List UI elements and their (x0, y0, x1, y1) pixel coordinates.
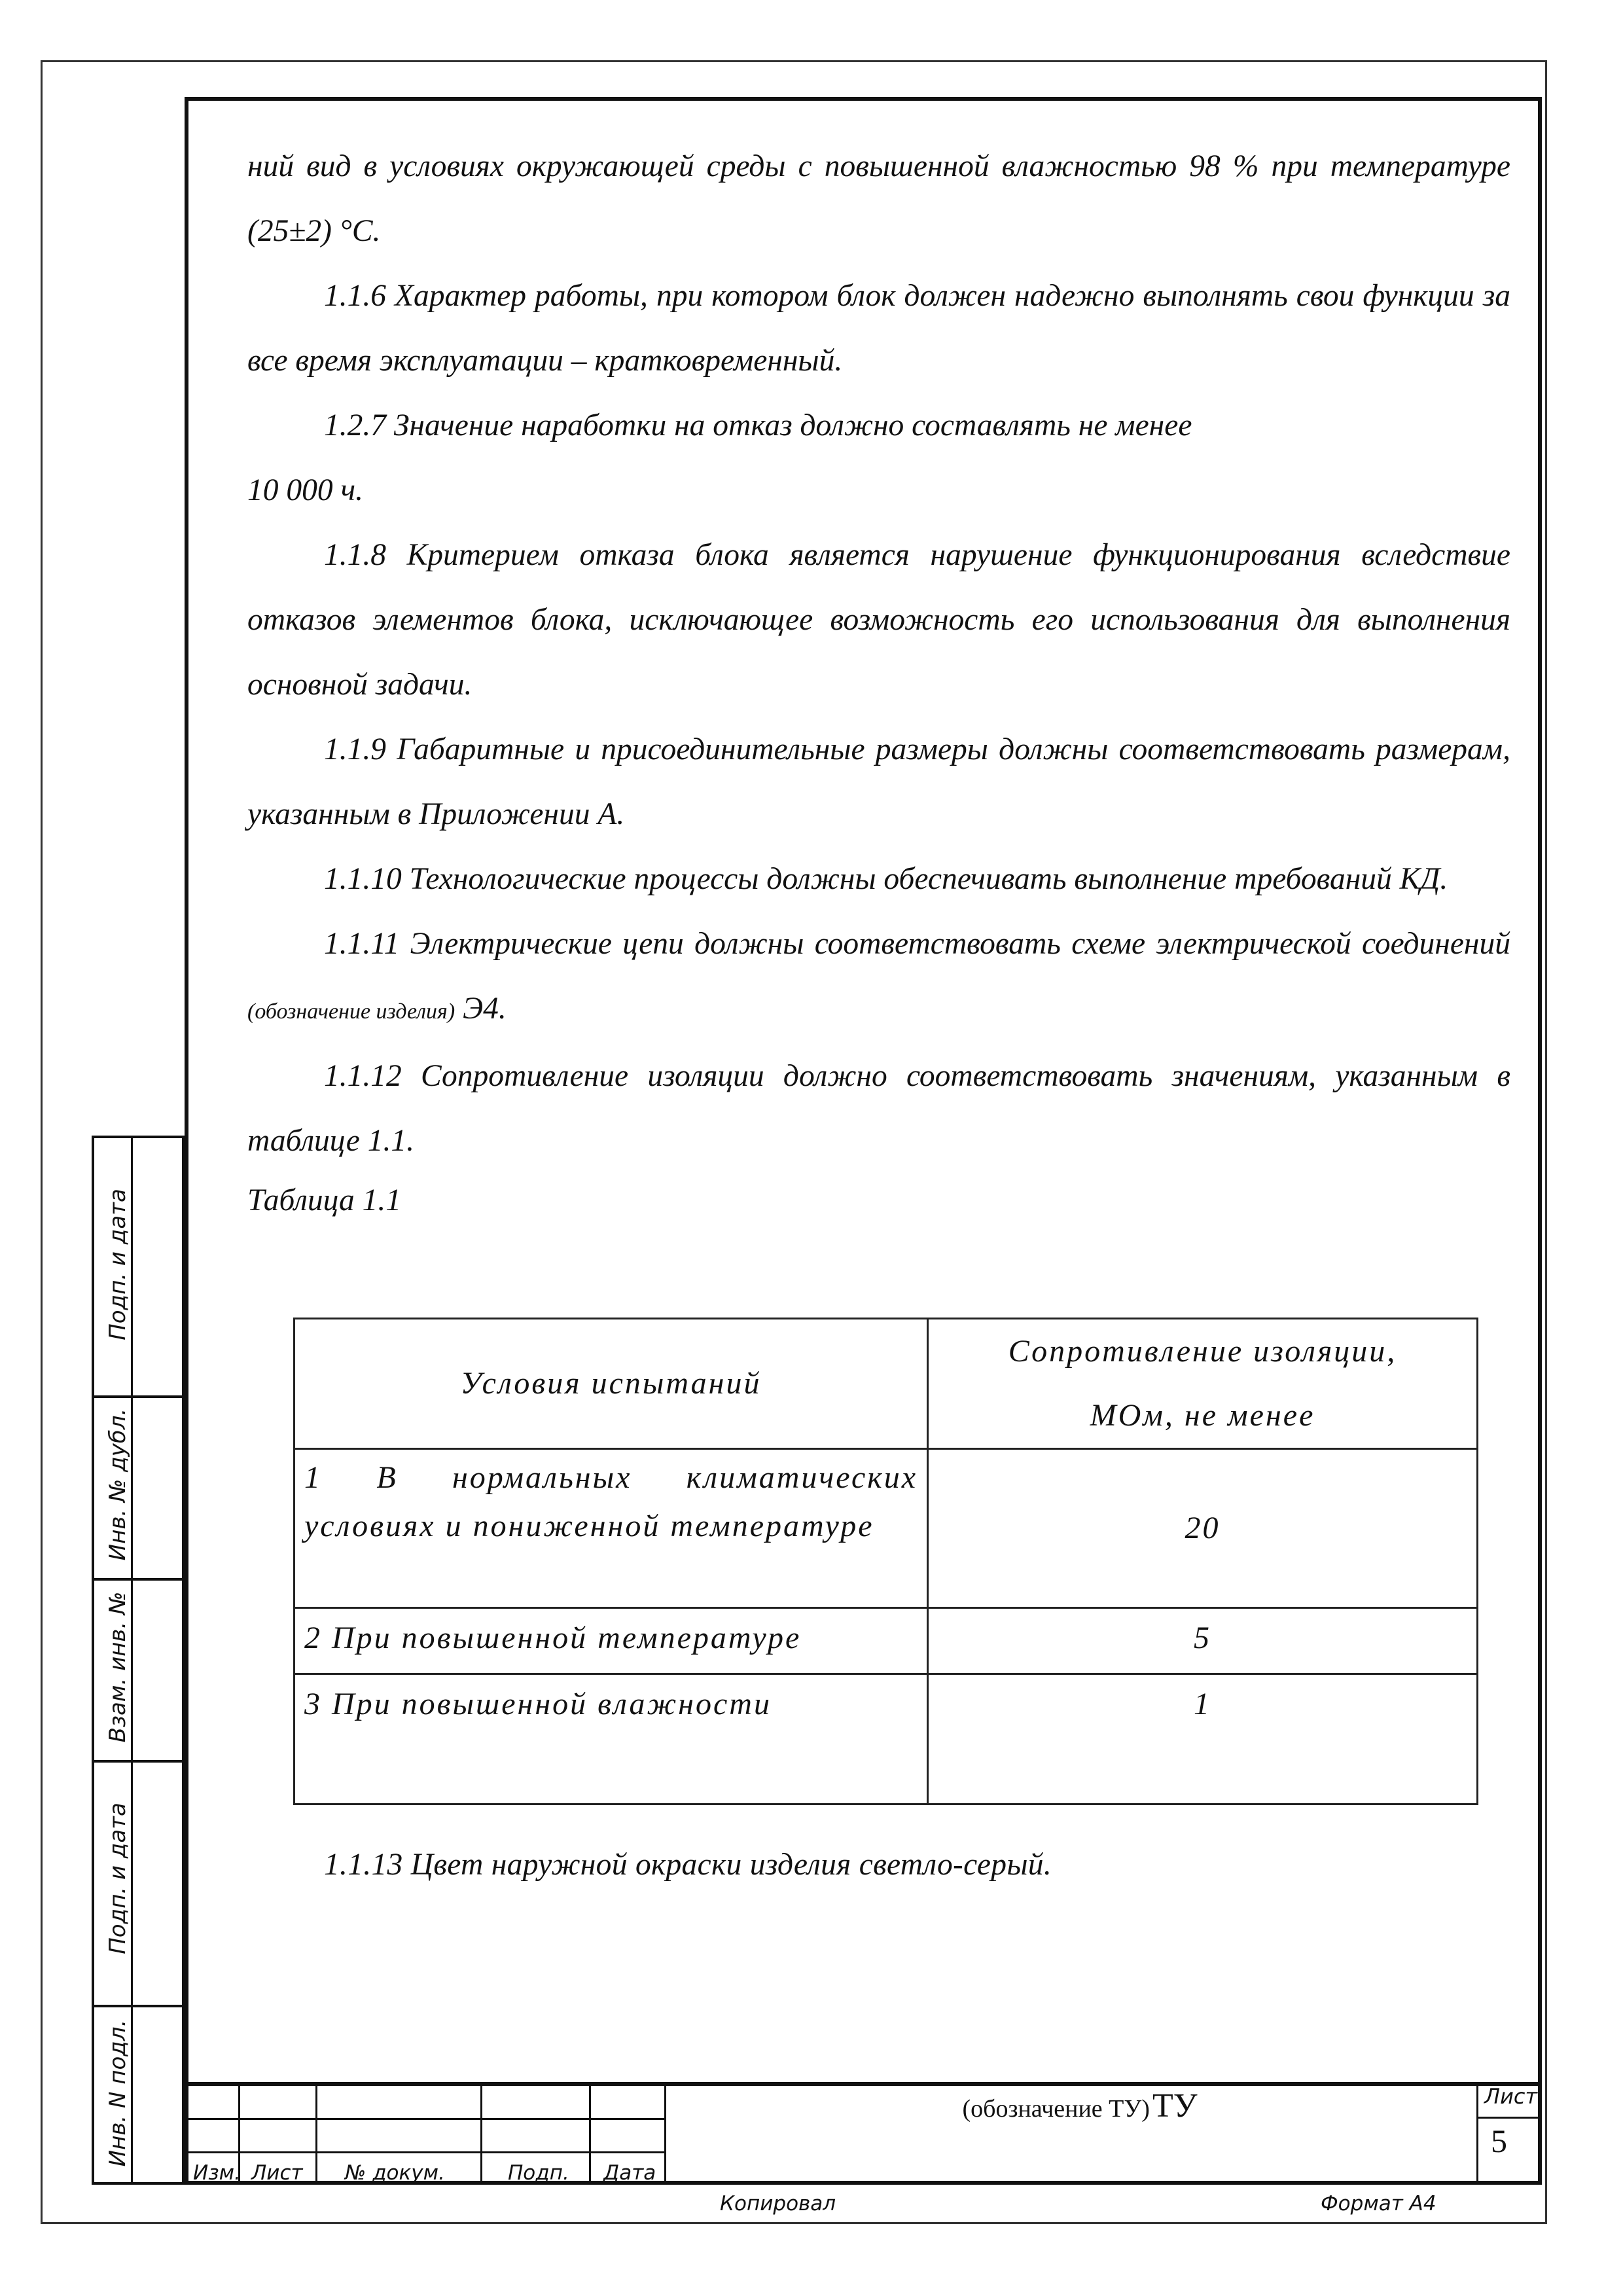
table-caption: Таблица 1.1 (247, 1183, 401, 1217)
paragraph-1-1-8: 1.1.8 Критерием отказа блока является нарушение функционирования вследствие отказов элементов блока, исключающее возможность его использования для выполнения основной задачи. (247, 538, 1510, 702)
copied-by-label: Копировал (720, 2192, 836, 2215)
table-cell-condition: 3 При повышенной влажности (294, 1674, 928, 1804)
table-cell-value: 1 (928, 1674, 1478, 1804)
header-resistance-line2: МОм, не менее (1090, 1398, 1315, 1433)
table-cell-value: 20 (928, 1449, 1478, 1608)
header-insulation-resistance (928, 1319, 1478, 1449)
paragraph-continuation: ний вид в условиях окружающей среды с повышенной влажностью 98 % при температуре (25±2) °С. (247, 149, 1510, 248)
paragraph-1-1-6: 1.1.6 Характер работы, при котором блок должен надежно выполнять свои функции за все время эксплуатации – кратковременный. (247, 279, 1510, 378)
sheet-number: 5 (1491, 2123, 1507, 2159)
table-cell-condition (294, 1449, 928, 1608)
paragraph-1-1-10: 1.1.10 Технологические процессы должны обеспечивать выполнение требований КД. (324, 862, 1448, 896)
tb-col-document-no: № докум. (345, 2161, 445, 2185)
document-body (247, 134, 1510, 1233)
condition-text: 1 В нормальных климатических условиях и пониженной температуре (304, 1460, 918, 1543)
tb-col-signature: Подп. (508, 2161, 569, 2185)
document-designation (962, 2087, 1197, 2125)
table-row (294, 1449, 1478, 1608)
paragraph-1-1-13: 1.1.13 Цвет наружной окраски изделия светло-серый. (324, 1848, 1052, 1882)
table-row (294, 1674, 1478, 1804)
tb-col-date: Дата (603, 2161, 656, 2185)
header-resistance-line1: Сопротивление изоляции, (1008, 1334, 1397, 1369)
tb-col-change: Изм. (193, 2161, 241, 2185)
paragraph-1-1-11-main: 1.1.11 Электрические цепи должны соответствовать схеме электрической соединений (324, 927, 1510, 961)
header-test-conditions: Условия испытаний (294, 1319, 928, 1449)
designation-suffix: ТУ (1152, 2087, 1198, 2125)
designation-placeholder: (обозначение ТУ) (962, 2095, 1150, 2123)
table-row (294, 1608, 1478, 1674)
paragraph-1-1-11-end: Э4. (463, 992, 507, 1026)
table-cell-condition: 2 При повышенной температуре (294, 1608, 928, 1674)
table-header-row (294, 1319, 1478, 1449)
paragraph-1-1-11 (247, 912, 1510, 1044)
paragraph-1-1-9: 1.1.9 Габаритные и присоединительные размеры должны соответствовать размерам, указанным в Приложении А. (247, 732, 1510, 831)
table-cell-value: 5 (928, 1608, 1478, 1674)
format-label: Формат А4 (1321, 2192, 1436, 2215)
insulation-resistance-table (293, 1318, 1478, 1805)
paragraph-1-1-12: 1.1.12 Сопротивление изоляции должно соответствовать значениям, указанным в таблице 1.1. (247, 1059, 1510, 1158)
product-designation-placeholder: (обозначение изделия) (247, 999, 455, 1024)
sheet-label: Лист (1484, 2084, 1538, 2109)
paragraph-1-2-7: 1.2.7 Значение наработки на отказ должно составлять не менее (324, 408, 1192, 442)
tb-col-sheet: Лист (251, 2161, 303, 2185)
paragraph-1-2-7-value: 10 000 ч. (247, 473, 364, 507)
